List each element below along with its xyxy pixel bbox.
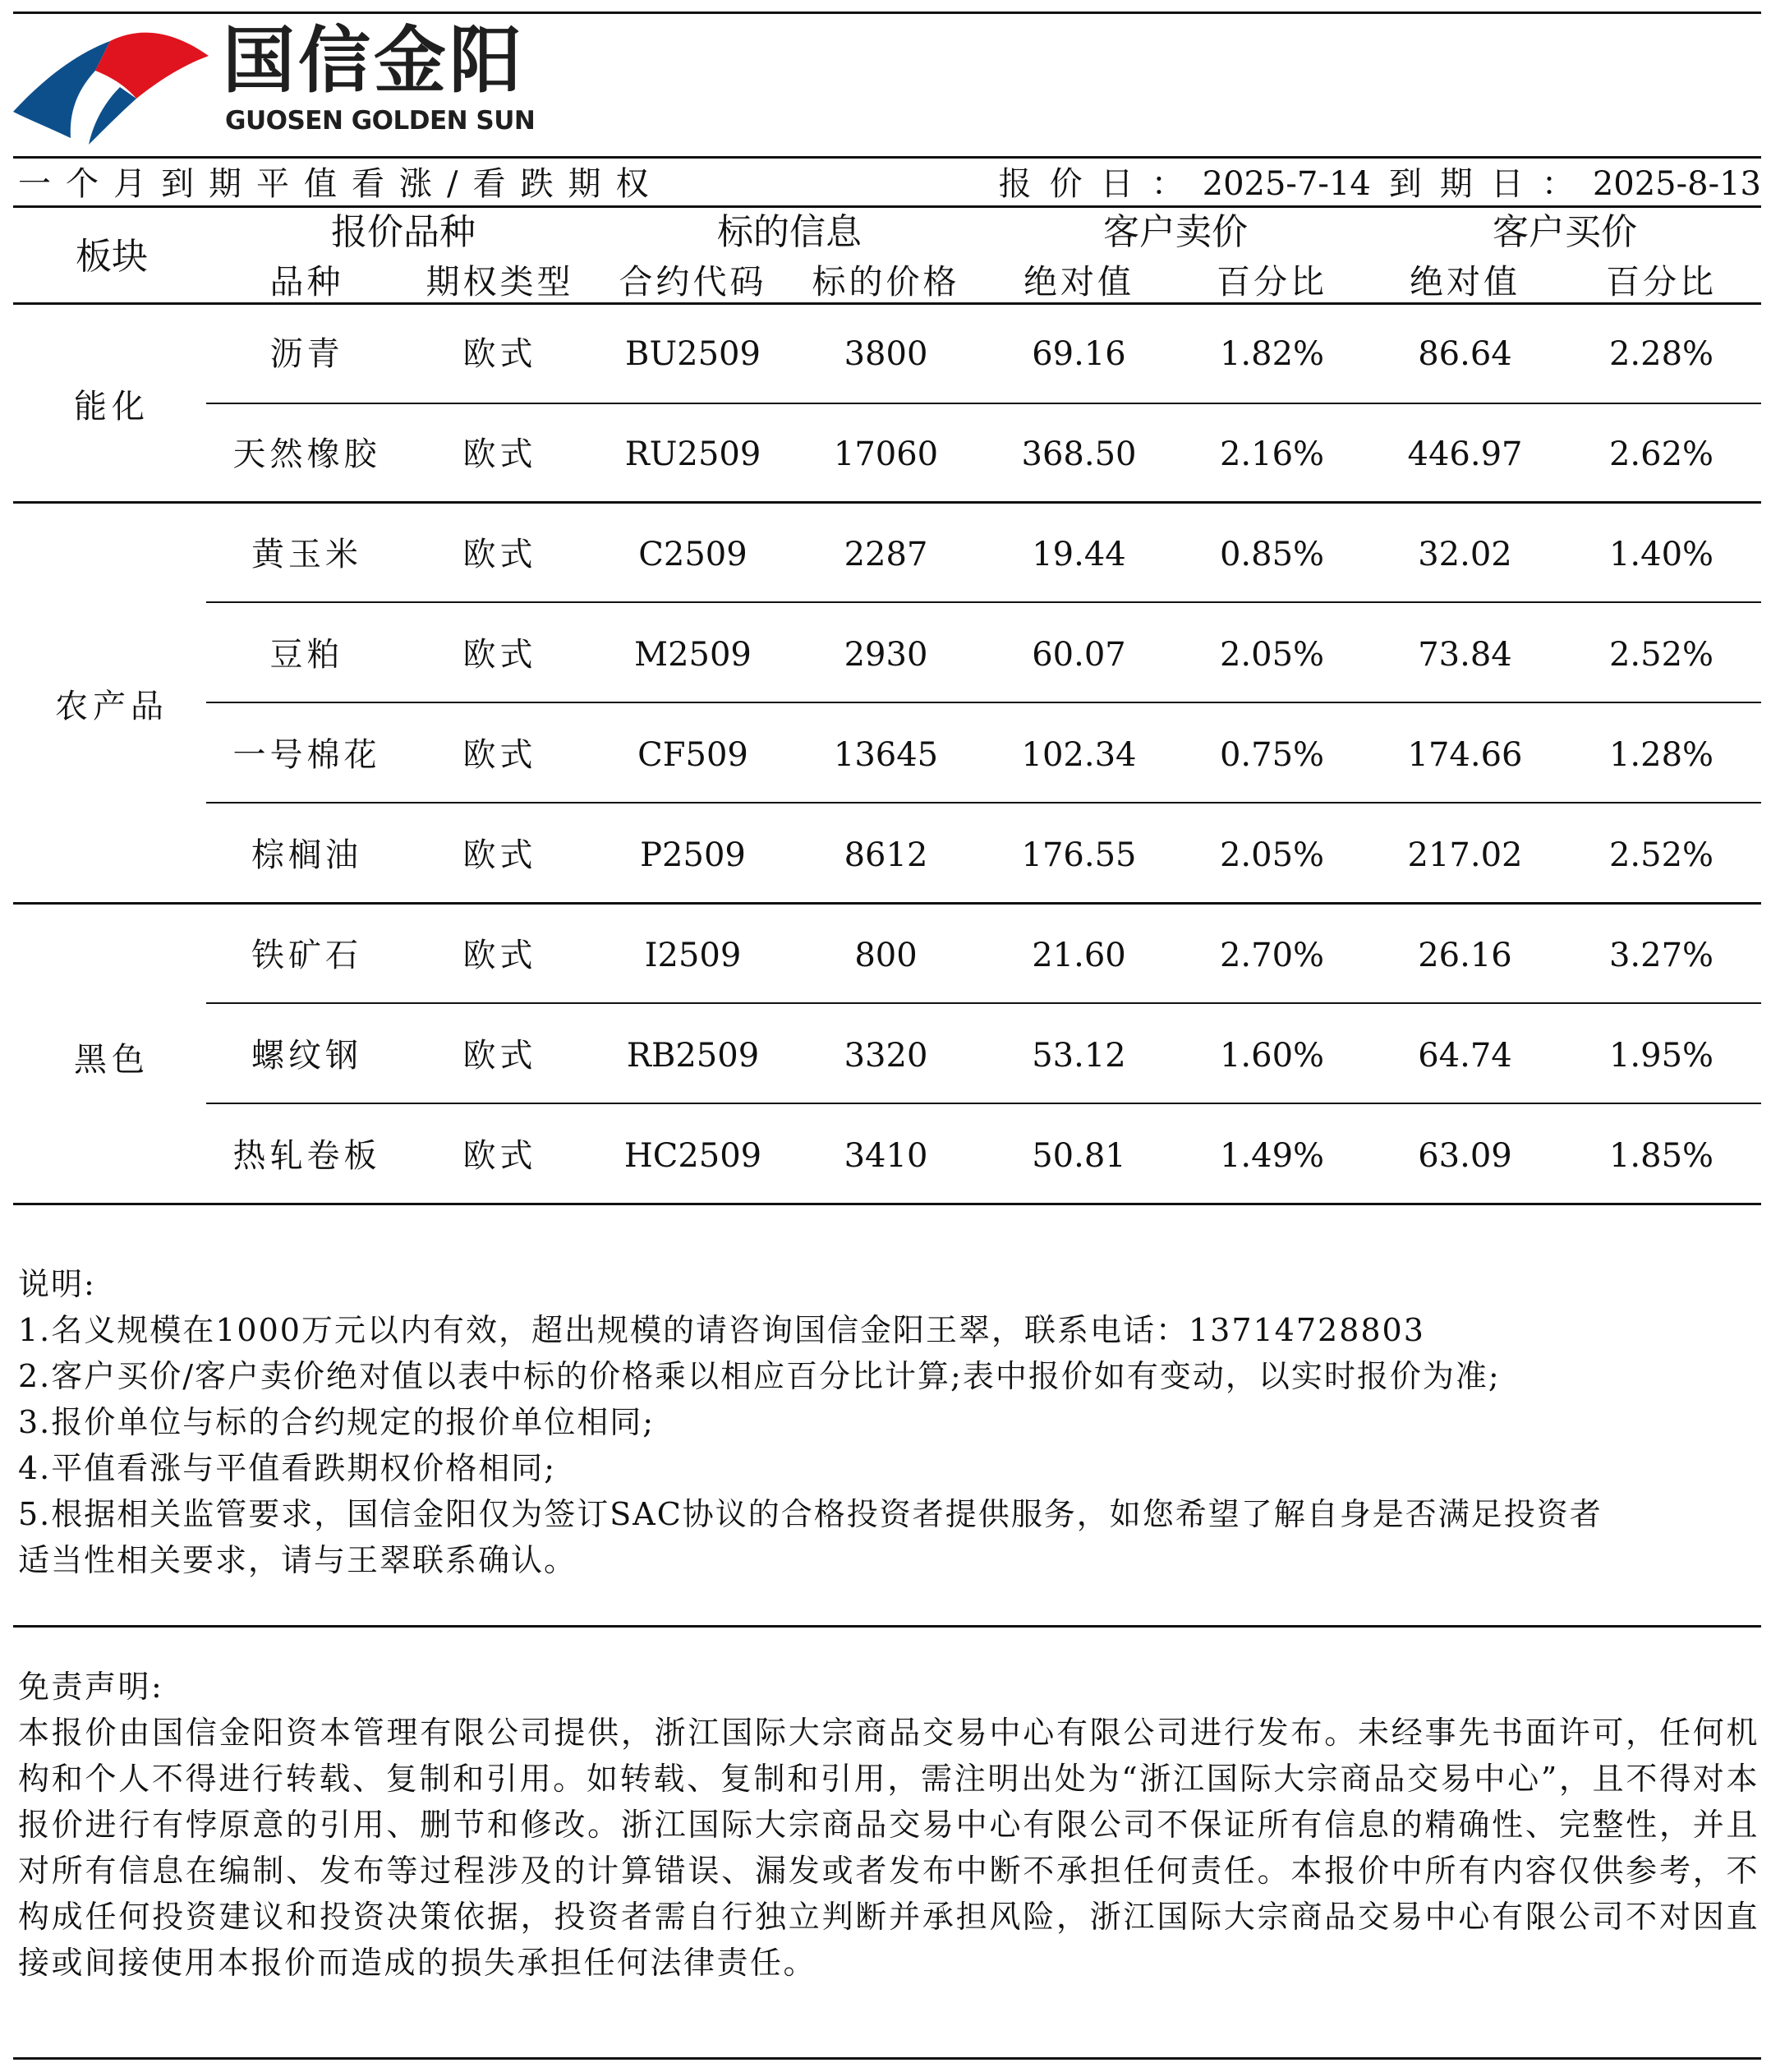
variety-cell: 螺纹钢 [251, 1037, 362, 1075]
brand-name-en: GUOSEN GOLDEN SUN [225, 106, 536, 136]
table-row [13, 1106, 1761, 1206]
option-type-cell: 欧式 [462, 636, 537, 674]
sector-label: 农产品 [55, 688, 168, 725]
header-sector: 板块 [76, 236, 148, 278]
row-divider [206, 1002, 1761, 1004]
header-sell-abs: 绝对值 [1024, 262, 1134, 302]
option-type-cell: 欧式 [462, 1037, 537, 1075]
note-item: 1.名义规模在1000万元以内有效，超出规模的请咨询国信金阳王翠，联系电话：13714728803 [18, 1312, 1425, 1348]
price-cell: 3410 [844, 1137, 928, 1175]
row-divider [206, 601, 1761, 603]
price-cell: 13645 [833, 736, 939, 774]
buy-pct-cell: 1.28% [1608, 736, 1714, 774]
row-divider [206, 403, 1761, 404]
variety-cell: 沥青 [269, 335, 344, 373]
note-item: 适当性相关要求，请与王翠联系确认。 [18, 1542, 577, 1578]
buy-abs-cell: 86.64 [1418, 335, 1512, 373]
option-type-cell: 欧式 [462, 937, 537, 974]
buy-abs-cell: 64.74 [1418, 1037, 1512, 1075]
buy-abs-cell: 26.16 [1418, 937, 1512, 974]
table-row [13, 905, 1761, 1006]
buy-pct-cell: 2.52% [1608, 836, 1714, 874]
header-group-sell: 客户卖价 [1103, 211, 1248, 253]
price-cell: 3800 [844, 335, 928, 373]
price-cell: 2930 [844, 636, 928, 674]
table-row [13, 404, 1761, 504]
sell-pct-cell: 2.16% [1219, 435, 1325, 473]
sell-pct-cell: 2.70% [1219, 937, 1325, 974]
sector-divider [13, 501, 1761, 504]
buy-abs-cell: 73.84 [1418, 636, 1512, 674]
disclaimer-heading: 免责声明: [18, 1669, 164, 1705]
header-group-variety: 报价品种 [331, 211, 476, 253]
variety-cell: 豆粕 [269, 636, 344, 674]
sector-label: 黑色 [74, 1041, 150, 1079]
variety-cell: 一号棉花 [232, 736, 381, 774]
header-option-type: 期权类型 [426, 262, 574, 302]
table-row [13, 1006, 1761, 1106]
header-group-underlying: 标的信息 [717, 211, 862, 253]
sector-divider [13, 902, 1761, 905]
price-cell: 2287 [844, 536, 928, 573]
buy-abs-cell: 446.97 [1407, 435, 1523, 473]
header-buy-abs: 绝对值 [1410, 262, 1520, 302]
contract-cell: I2509 [644, 937, 742, 974]
note-item: 2.客户买价/客户卖价绝对值以表中标的价格乘以相应百分比计算;表中报价如有变动，以实时报价为准; [18, 1358, 1501, 1394]
date-info [999, 164, 1761, 204]
header-contract: 合约代码 [619, 262, 767, 302]
sell-pct-cell: 0.85% [1219, 536, 1325, 573]
notes-heading: 说明: [18, 1266, 96, 1302]
sell-pct-cell: 2.05% [1219, 836, 1325, 874]
sell-abs-cell: 53.12 [1032, 1037, 1126, 1075]
table-row [13, 605, 1761, 705]
table-row [13, 304, 1761, 404]
option-type-cell: 欧式 [462, 736, 537, 774]
header-group-buy: 客户买价 [1493, 211, 1637, 253]
option-type-cell: 欧式 [462, 1137, 537, 1175]
sell-pct-cell: 1.60% [1219, 1037, 1325, 1075]
variety-cell: 黄玉米 [251, 536, 362, 573]
sell-abs-cell: 50.81 [1032, 1137, 1126, 1175]
sell-abs-cell: 21.60 [1032, 937, 1126, 974]
price-cell: 800 [854, 937, 918, 974]
row-divider [206, 1103, 1761, 1104]
buy-pct-cell: 3.27% [1608, 937, 1714, 974]
quote-date-label: 报价日： [998, 165, 1203, 203]
note-item: 3.报价单位与标的合约规定的报价单位相同; [18, 1404, 656, 1440]
table-bottom-rule [13, 1203, 1761, 1205]
expiry-date: 2025-8-13 [1592, 165, 1761, 203]
table-row [13, 705, 1761, 805]
variety-cell: 铁矿石 [251, 937, 362, 974]
table-row [13, 504, 1761, 605]
buy-abs-cell: 217.02 [1407, 836, 1523, 874]
variety-cell: 天然橡胶 [232, 435, 381, 473]
buy-abs-cell: 32.02 [1418, 536, 1512, 573]
notes-bottom-rule [13, 1625, 1761, 1628]
option-type-cell: 欧式 [462, 335, 537, 373]
price-cell: 17060 [833, 435, 939, 473]
disclaimer-text: 本报价由国信金阳资本管理有限公司提供，浙江国际大宗商品交易中心有限公司进行发布。未经事先书面许可，任何机构和个人不得进行转载、复制和引用。如转载、复制和引用，需注明出处为“浙江国际大宗商品交易中心”，且不得对本报价进行有悖原意的引用、删节和修改。浙江国际大宗商品交易中心有限公司不保证所有信息的精确性、完整性，并且对所有信息在编制、发布等过程涉及的计算错误、漏发或者发布中断不承担任何责任。本报价中所有内容仅供参考，不构成任何投资建议和投资决策依据，投资者需自行独立判断并承担风险，浙江国际大宗商品交易中心有限公司不对因直接或间接使用本报价而造成的损失承担任何法律责任。 [18, 1715, 1760, 1981]
sheet-title: 一个月到期平值看涨/看跌期权 [18, 165, 664, 203]
option-type-cell: 欧式 [462, 836, 537, 874]
buy-pct-cell: 1.85% [1608, 1137, 1714, 1175]
buy-pct-cell: 2.28% [1608, 335, 1714, 373]
contract-cell: BU2509 [625, 335, 761, 373]
option-type-cell: 欧式 [462, 536, 537, 573]
price-cell: 8612 [844, 836, 928, 874]
buy-abs-cell: 63.09 [1418, 1137, 1512, 1175]
sector-label: 能化 [74, 388, 150, 426]
option-type-cell: 欧式 [462, 435, 537, 473]
header-price: 标的价格 [812, 262, 960, 302]
sell-pct-cell: 1.49% [1219, 1137, 1325, 1175]
contract-cell: RB2509 [626, 1037, 760, 1075]
buy-pct-cell: 1.40% [1608, 536, 1714, 573]
row-divider [206, 702, 1761, 703]
contract-cell: P2509 [640, 836, 746, 874]
sell-pct-cell: 0.75% [1219, 736, 1325, 774]
price-cell: 3320 [844, 1037, 928, 1075]
variety-cell: 棕榈油 [251, 836, 362, 874]
title-top-rule [13, 156, 1761, 159]
sell-abs-cell: 368.50 [1021, 435, 1137, 473]
sell-abs-cell: 102.34 [1021, 736, 1137, 774]
contract-cell: C2509 [638, 536, 748, 573]
buy-pct-cell: 2.52% [1608, 636, 1714, 674]
header-sell-pct: 百分比 [1217, 262, 1327, 302]
header-top-rule [13, 205, 1761, 208]
disclaimer-section [18, 1664, 1760, 1986]
sell-abs-cell: 176.55 [1021, 836, 1137, 874]
header-buy-pct: 百分比 [1606, 262, 1717, 302]
row-divider [206, 802, 1761, 803]
expiry-date-label: 到期日： [1388, 165, 1593, 203]
sell-abs-cell: 69.16 [1032, 335, 1126, 373]
note-item: 4.平值看涨与平值看跌期权价格相同; [18, 1450, 557, 1486]
buy-pct-cell: 2.62% [1608, 435, 1714, 473]
variety-cell: 热轧卷板 [232, 1137, 381, 1175]
sell-abs-cell: 60.07 [1032, 636, 1126, 674]
contract-cell: M2509 [634, 636, 752, 674]
notes-section [18, 1261, 1760, 1583]
note-item: 5.根据相关监管要求，国信金阳仅为签订SAC协议的合格投资者提供服务，如您希望了解自身是否满足投资者 [18, 1496, 1603, 1532]
top-rule [13, 12, 1761, 14]
buy-pct-cell: 1.95% [1608, 1037, 1714, 1075]
sell-abs-cell: 19.44 [1032, 536, 1126, 573]
contract-cell: HC2509 [623, 1137, 762, 1175]
quote-date: 2025-7-14 [1202, 165, 1371, 203]
buy-abs-cell: 174.66 [1407, 736, 1523, 774]
page-bottom-rule [13, 2057, 1761, 2060]
header-variety: 品种 [269, 262, 344, 302]
contract-cell: CF509 [637, 736, 748, 774]
sell-pct-cell: 1.82% [1219, 335, 1325, 373]
brand-logo-icon [13, 23, 210, 146]
table-row [13, 805, 1761, 905]
contract-cell: RU2509 [624, 435, 761, 473]
brand-name-cn: 国信金阳 [223, 18, 526, 103]
sell-pct-cell: 2.05% [1219, 636, 1325, 674]
